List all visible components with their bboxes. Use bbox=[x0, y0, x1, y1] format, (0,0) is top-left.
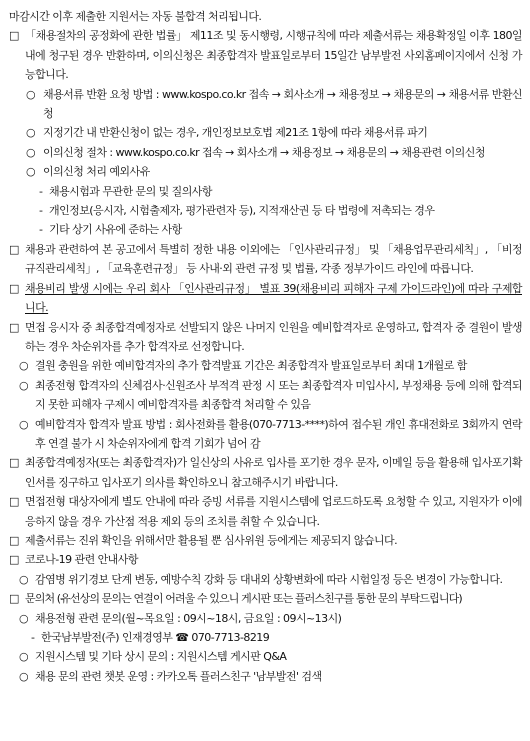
square-bullet-icon: □ bbox=[9, 281, 19, 295]
reserve-period bbox=[9, 356, 522, 375]
square-bullet-icon: □ bbox=[9, 456, 19, 470]
evidence-upload-text: 면접전형 대상자에게 별도 안내에 따라 증빙 서류를 지원시스템에 업로드하도록 요청할 수 있고, 지원자가 이에 응하지 않을 경우 가산점 적용 제외 등의 조치를 취할 수 있습니다. bbox=[25, 495, 522, 528]
exception-item-text: 채용시험과 무관한 문의 및 질의사항 bbox=[49, 184, 212, 198]
exception-item-text: 개인정보(응시자, 시험출제자, 평가관련자 등), 지적재산권 등 타 법령에 저촉되는 경우 bbox=[49, 204, 435, 218]
hiring-corruption-remedy-text: 채용비리 발생 시에는 우리 회사 「인사관리규정」 별표 39(채용비리 피해자 구제 가이드라인)에 따라 구제합니다. bbox=[25, 281, 522, 315]
reserve-period-text: 결원 충원을 위한 예비합격자의 추가 합격발표 기간은 최종합격자 발표일로부터 최대 1개월로 함 bbox=[35, 359, 467, 373]
square-bullet-icon: □ bbox=[9, 592, 19, 606]
return-request-method bbox=[9, 85, 522, 124]
hr-contact bbox=[9, 628, 522, 647]
system-inquiry-text: 지원시스템 및 기타 상시 문의 : 지원시스템 게시판 Q&A bbox=[35, 650, 287, 664]
circle-bullet-icon: ○ bbox=[19, 572, 29, 586]
square-bullet-icon: □ bbox=[9, 495, 19, 509]
document-usage-notice bbox=[9, 531, 522, 550]
reserve-conversion-text: 최종전형 합격자의 신체검사·신원조사 부적격 판정 시 또는 최종합격자 미입사시, 부정채용 등에 의해 합격되지 못한 피해자 구제시 예비합격자를 최종합격 처리할 수 있음 bbox=[35, 378, 522, 412]
hiring-inquiry-hours bbox=[9, 609, 522, 628]
exception-item-text: 기타 상기 사유에 준하는 사항 bbox=[49, 223, 182, 237]
exception-item bbox=[9, 201, 522, 220]
exception-item bbox=[9, 182, 522, 201]
dash-bullet-icon: - bbox=[39, 223, 43, 237]
reserve-candidate-notice bbox=[9, 318, 522, 357]
hiring-inquiry-text: 채용전형 관련 문의(월~목요일 : 09시~18시, 금요일 : 09시~13시) bbox=[35, 611, 342, 625]
system-inquiry bbox=[9, 647, 522, 666]
document-destruction-note bbox=[9, 123, 522, 142]
regulation-reference-text: 채용과 관련하여 본 공고에서 특별히 정한 내용 이외에는 「인사관리규정」 및 「채용업무관리세칙」, 「비정규직관리세칙」, 「교육훈련규정」 등 사내·외 관련 규정 및 법률, 각종 정부가이드 라인에 따릅니다. bbox=[25, 242, 522, 276]
reserve-announcement-text: 예비합격자 합격자 발표 방법 : 회사전화를 활용(070-7713-****)하여 접수된 개인 휴대전화로 3회까지 연락 후 연결 불가 시 차순위자에게 합격 기회가 넘어 감 bbox=[35, 417, 522, 450]
circle-bullet-icon: ○ bbox=[19, 650, 29, 664]
circle-bullet-icon: ○ bbox=[26, 87, 36, 101]
dash-bullet-icon: - bbox=[31, 631, 35, 644]
deadline-note: 마감시간 이후 제출한 지원서는 자동 불합격 처리됩니다. bbox=[9, 10, 262, 23]
circle-bullet-icon: ○ bbox=[19, 417, 29, 431]
chatbot-inquiry-text: 채용 문의 관련 챗봇 운영 : 카카오톡 플러스친구 '남부발전' 검색 bbox=[35, 669, 322, 683]
circle-bullet-icon: ○ bbox=[26, 165, 36, 179]
hr-contact-text: 한국남부발전(주) 인재경영부 ☎ 070-7713-8219 bbox=[41, 631, 270, 644]
exception-item bbox=[9, 220, 522, 239]
evidence-upload-notice bbox=[9, 492, 522, 531]
objection-exceptions bbox=[9, 162, 522, 181]
hiring-corruption-remedy bbox=[9, 279, 522, 318]
square-bullet-icon: □ bbox=[9, 533, 19, 547]
objection-exceptions-text: 이의신청 처리 예외사유 bbox=[43, 165, 150, 179]
objection-procedure-text: 이의신청 절차 : www.kospo.co.kr 접속 → 회사소개 → 채용정보 → 채용문의 → 채용관련 이의신청 bbox=[43, 145, 485, 159]
reserve-announcement-method bbox=[9, 415, 522, 454]
circle-bullet-icon: ○ bbox=[19, 669, 29, 683]
chatbot-inquiry bbox=[9, 667, 522, 686]
square-bullet-icon: □ bbox=[9, 29, 19, 43]
document-return-text: 「채용절차의 공정화에 관한 법률」 제11조 및 동시행령, 시행규칙에 따라 제출서류는 채용확정일 이후 180일 내에 청구된 경우 반환하며, 이의신청은 최종합격자 발표일로부터 15일간 남부발전 사외홈페이지에서 신청 가능합니다. bbox=[25, 29, 522, 82]
circle-bullet-icon: ○ bbox=[26, 145, 36, 159]
document-return-notice bbox=[9, 26, 522, 84]
return-request-text: 채용서류 반환 요청 방법 : www.kospo.co.kr 접속 → 회사소개 → 채용정보 → 채용문의 → 채용서류 반환신청 bbox=[43, 87, 522, 121]
document-usage-text: 제출서류는 진위 확인을 위해서만 활용될 뿐 심사위원 등에게는 제공되지 않습니다. bbox=[25, 533, 398, 547]
contact-heading bbox=[9, 589, 522, 608]
objection-procedure bbox=[9, 143, 522, 162]
circle-bullet-icon: ○ bbox=[19, 378, 29, 392]
covid-schedule-change bbox=[9, 570, 522, 589]
square-bullet-icon: □ bbox=[9, 320, 19, 334]
covid-schedule-text: 감염병 위기경보 단계 변동, 예방수칙 강화 등 대내외 상황변화에 따라 시험일정 등은 변경이 가능합니다. bbox=[35, 572, 503, 586]
circle-bullet-icon: ○ bbox=[19, 611, 29, 625]
dash-bullet-icon: - bbox=[39, 184, 43, 198]
withdrawal-notice-text: 최종합격예정자(또는 최종합격자)가 일신상의 사유로 입사를 포기한 경우 문자, 이메일 등을 활용해 입사포기확인서를 징구하고 입사포기 의사를 확인하오니 참고해주시기 바랍니다. bbox=[25, 456, 522, 489]
withdrawal-notice bbox=[9, 453, 522, 492]
square-bullet-icon: □ bbox=[9, 242, 19, 256]
covid-heading-text: 코로나-19 관련 안내사항 bbox=[25, 553, 138, 567]
dash-bullet-icon: - bbox=[39, 204, 43, 218]
covid-heading bbox=[9, 550, 522, 569]
contact-heading-text: 문의처 (유선상의 문의는 연결이 어려울 수 있으니 게시판 또는 플러스친구를 통한 문의 부탁드립니다) bbox=[25, 592, 462, 606]
circle-bullet-icon: ○ bbox=[19, 359, 29, 373]
reserve-candidate-text: 면접 응시자 중 최종합격예정자로 선발되지 않은 나머지 인원을 예비합격자로 운영하고, 합격자 중 결원이 발생하는 경우 차순위자를 추가 합격자로 선정합니다. bbox=[25, 320, 522, 353]
square-bullet-icon: □ bbox=[9, 553, 19, 567]
reserve-conversion bbox=[9, 376, 522, 415]
regulation-reference bbox=[9, 240, 522, 279]
circle-bullet-icon: ○ bbox=[26, 126, 36, 140]
document-destruction-text: 지정기간 내 반환신청이 없는 경우, 개인정보보호법 제21조 1항에 따라 채용서류 파기 bbox=[43, 126, 428, 140]
